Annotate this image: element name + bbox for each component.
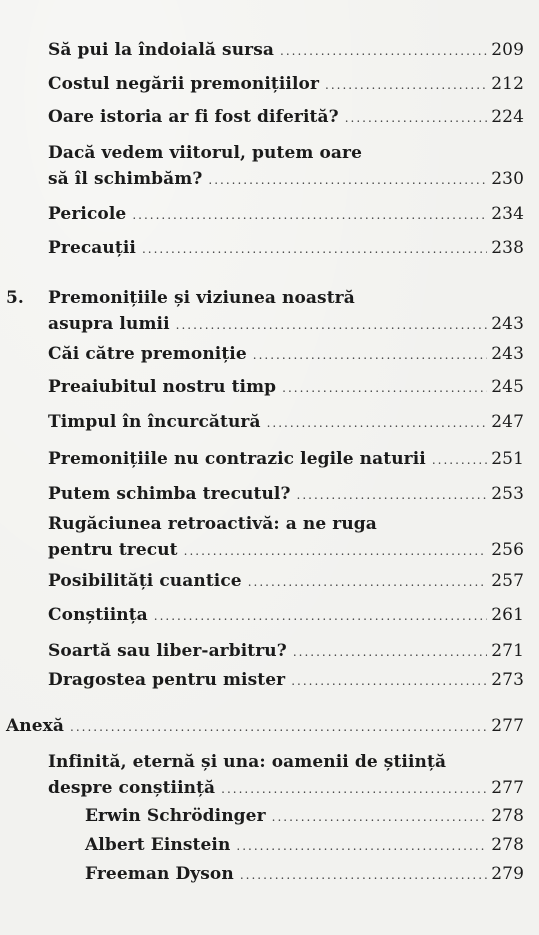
toc-subentry bbox=[85, 832, 524, 859]
dot-leader bbox=[132, 202, 487, 228]
dot-leader bbox=[272, 804, 488, 830]
toc-entry-page: 278 bbox=[491, 806, 524, 826]
toc-entry-title: Oare istoria ar fi fost diferită? bbox=[48, 107, 339, 127]
toc-entry bbox=[48, 104, 524, 131]
dot-leader bbox=[280, 38, 487, 64]
toc-entry bbox=[48, 638, 524, 665]
dot-leader bbox=[267, 410, 488, 436]
toc-entry-page: 247 bbox=[491, 412, 524, 432]
toc-entry-page: 209 bbox=[491, 40, 524, 60]
toc-subentry bbox=[85, 861, 524, 888]
toc-entry bbox=[48, 602, 524, 629]
toc-entry bbox=[48, 481, 524, 508]
toc-entry bbox=[48, 201, 524, 228]
dot-leader bbox=[248, 569, 488, 595]
toc-entry-title: pentru trecut bbox=[48, 540, 178, 560]
toc-entry-title: Posibilități cuantice bbox=[48, 571, 242, 591]
toc-entry-title: să îl schimbăm? bbox=[48, 169, 203, 189]
toc-entry-page: 261 bbox=[491, 605, 524, 625]
dot-leader bbox=[184, 538, 488, 564]
dot-leader bbox=[293, 639, 487, 665]
toc-entry-page: 245 bbox=[491, 377, 524, 397]
toc-entry-title: Pericole bbox=[48, 204, 127, 224]
toc-entry-title: Albert Einstein bbox=[85, 835, 231, 855]
toc-entry-title: Erwin Schrödinger bbox=[85, 806, 266, 826]
toc-entry-page: 212 bbox=[491, 74, 524, 94]
dot-leader bbox=[345, 105, 488, 131]
toc-entry-title: Freeman Dyson bbox=[85, 864, 234, 884]
dot-leader bbox=[236, 833, 487, 859]
toc-entry-title-line1: Dacă vedem viitorul, putem oare bbox=[48, 143, 362, 163]
toc-entry-title: Anexă bbox=[6, 716, 65, 736]
toc-entry bbox=[48, 71, 524, 98]
toc-entry bbox=[48, 235, 524, 262]
toc-entry-page: 224 bbox=[491, 107, 524, 127]
toc-entry-title-line1: Rugăciunea retroactivă: a ne ruga bbox=[48, 514, 377, 534]
toc-entry-title: Costul negării premonițiilor bbox=[48, 74, 320, 94]
dot-leader bbox=[176, 312, 488, 338]
dot-leader bbox=[297, 482, 488, 508]
toc-entry-page: 230 bbox=[491, 169, 524, 189]
toc-entry-page: 278 bbox=[491, 835, 524, 855]
toc-chapter-entry bbox=[6, 285, 524, 338]
toc-entry-page: 257 bbox=[491, 571, 524, 591]
toc-entry-page: 234 bbox=[491, 204, 524, 224]
toc-entry bbox=[48, 140, 524, 193]
toc-entry-page: 256 bbox=[491, 540, 524, 560]
toc-entry-title-line1: Infinită, eternă și una: oamenii de știință bbox=[48, 752, 447, 772]
toc-entry-title: asupra lumii bbox=[48, 314, 170, 334]
toc-entry bbox=[48, 511, 524, 564]
toc-entry-title: Precauții bbox=[48, 238, 136, 258]
toc-entry-title: Soartă sau liber-arbitru? bbox=[48, 641, 287, 661]
toc-entry bbox=[48, 667, 524, 694]
dot-leader bbox=[208, 167, 487, 193]
toc-entry-title: Premonițiile nu contrazic legile naturii bbox=[48, 449, 426, 469]
toc-entry-page: 253 bbox=[491, 484, 524, 504]
toc-entry-title: Dragostea pentru mister bbox=[48, 670, 286, 690]
toc-entry bbox=[48, 37, 524, 64]
toc-entry-page: 243 bbox=[491, 314, 524, 334]
toc-subentry bbox=[85, 803, 524, 830]
toc-entry bbox=[48, 568, 524, 595]
toc-entry-page: 277 bbox=[491, 778, 524, 798]
toc-entry-title: Să pui la îndoială sursa bbox=[48, 40, 275, 60]
toc-entry-page: 279 bbox=[491, 864, 524, 884]
toc-entry-page: 251 bbox=[491, 449, 524, 469]
toc-entry-page: 273 bbox=[491, 670, 524, 690]
dot-leader bbox=[240, 862, 487, 888]
dot-leader bbox=[282, 375, 487, 401]
dot-leader bbox=[253, 342, 487, 368]
toc-entry-title: Conștiința bbox=[48, 605, 148, 625]
dot-leader bbox=[432, 447, 487, 473]
toc-entry-title: Preaiubitul nostru timp bbox=[48, 377, 277, 397]
toc-entry-title: despre conștiință bbox=[48, 778, 216, 798]
chapter-number: 5. bbox=[6, 288, 24, 308]
toc-entry bbox=[48, 446, 524, 473]
toc-entry bbox=[48, 749, 524, 802]
toc-entry bbox=[48, 409, 524, 436]
toc-entry bbox=[48, 374, 524, 401]
dot-leader bbox=[325, 72, 487, 98]
toc-entry-title-line1: Premonițiile și viziunea noastră bbox=[48, 288, 355, 308]
dot-leader bbox=[221, 776, 487, 802]
toc-entry bbox=[48, 341, 524, 368]
toc-entry-page: 243 bbox=[491, 344, 524, 364]
dot-leader bbox=[142, 236, 487, 262]
dot-leader bbox=[70, 714, 487, 740]
toc-entry-title: Timpul în încurcătură bbox=[48, 412, 261, 432]
toc-entry-title: Putem schimba trecutul? bbox=[48, 484, 291, 504]
toc-entry-title: Căi către premoniție bbox=[48, 344, 247, 364]
toc-entry-page: 277 bbox=[491, 716, 524, 736]
toc-entry-page: 238 bbox=[491, 238, 524, 258]
dot-leader bbox=[154, 603, 487, 629]
toc-entry-page: 271 bbox=[491, 641, 524, 661]
dot-leader bbox=[291, 668, 487, 694]
toc-appendix-entry bbox=[6, 713, 524, 740]
